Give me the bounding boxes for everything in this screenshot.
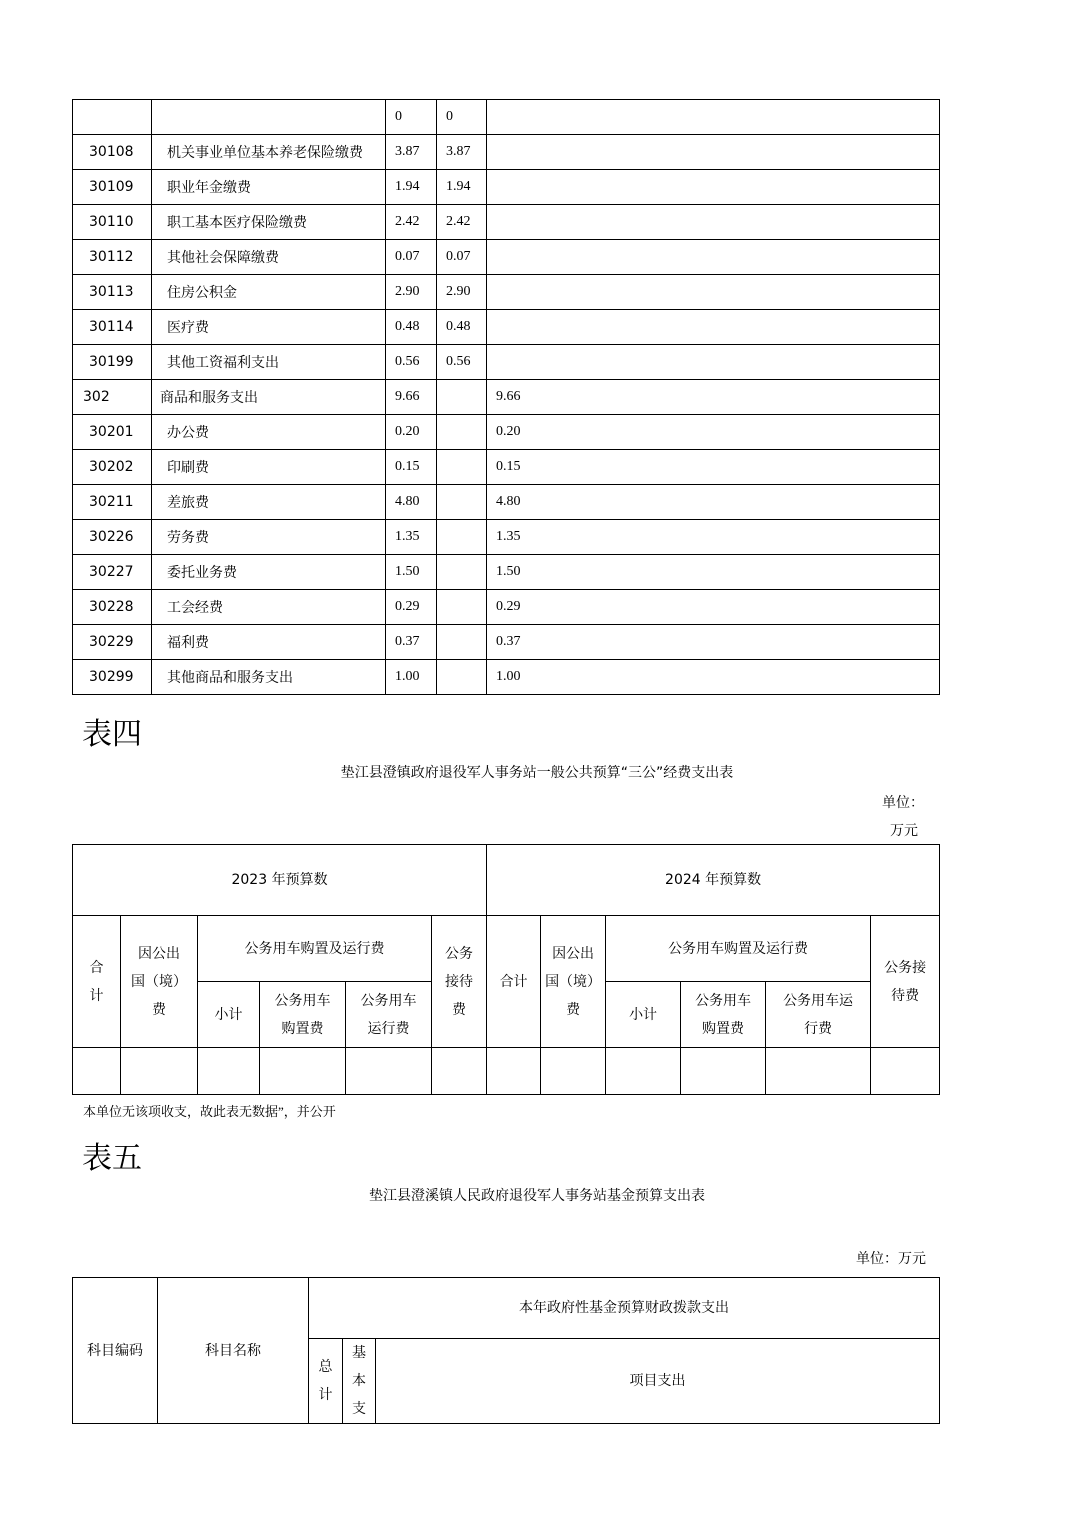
project-cell: 0.37 — [487, 625, 940, 660]
project-cell: 0.15 — [487, 450, 940, 485]
total-cell: 0.15 — [386, 450, 437, 485]
table-cell — [681, 1048, 766, 1095]
subject-name-cell: 职业年金缴费 — [152, 170, 386, 205]
subtotal-2024-header: 小计 — [606, 982, 681, 1048]
table4-heading: 表四 — [82, 717, 142, 752]
table-row — [73, 485, 940, 520]
subject-code-cell: 30109 — [73, 170, 152, 205]
subject-code-cell: 30201 — [73, 415, 152, 450]
project-cell: 1.35 — [487, 520, 940, 555]
project-cell — [487, 240, 940, 275]
subject-name-cell: 机关事业单位基本养老保险缴费 — [152, 135, 386, 170]
table4-note: 本单位无该项收支，故此表无数据”，并公开 — [83, 1104, 336, 1119]
table-row — [73, 240, 940, 275]
subject-name-cell: 印刷费 — [152, 450, 386, 485]
basic-line2: 本 — [352, 1373, 366, 1389]
basic-cell — [437, 415, 487, 450]
car-buy-2023-line1: 公务用车 — [274, 992, 331, 1009]
total-cell: 0.56 — [386, 345, 437, 380]
car-2024-header: 公务用车购置及运行费 — [606, 916, 871, 982]
total-line1: 总 — [318, 1359, 333, 1375]
project-cell: 4.80 — [487, 485, 940, 520]
subject-name-cell: 医疗费 — [152, 310, 386, 345]
project-cell — [487, 205, 940, 240]
subject-name-cell: 商品和服务支出 — [152, 380, 386, 415]
basic-cell: 3.87 — [437, 135, 487, 170]
table-cell — [260, 1048, 346, 1095]
table-cell — [606, 1048, 681, 1095]
table-row — [73, 450, 940, 485]
subject-code-cell: 30229 — [73, 625, 152, 660]
table-row — [73, 380, 940, 415]
table-row — [73, 345, 940, 380]
basic-cell — [437, 590, 487, 625]
table-row — [73, 275, 940, 310]
basic-cell: 1.94 — [437, 170, 487, 205]
table-row — [73, 100, 940, 135]
table4-unit-value: 万元 — [890, 823, 918, 839]
subject-name-cell: 其他社会保障缴费 — [152, 240, 386, 275]
basic-line3: 支 — [352, 1401, 366, 1417]
subject-name-cell: 劳务费 — [152, 520, 386, 555]
reception-2024-line1: 公务接 — [884, 959, 927, 976]
table-row — [73, 555, 940, 590]
year-2024-header: 2024 年预算数 — [487, 845, 940, 916]
car-run-2023-line2: 运行费 — [367, 1020, 410, 1037]
abroad-2024-line2: 国（境） — [545, 973, 602, 990]
table-row — [73, 310, 940, 345]
table4-empty-row — [73, 1048, 940, 1095]
table5-heading: 表五 — [82, 1141, 142, 1176]
car-run-2023-line1: 公务用车 — [360, 992, 417, 1009]
subject-code-cell — [73, 100, 152, 135]
table-row — [73, 415, 940, 450]
total-2023-line2: 计 — [89, 987, 104, 1004]
project-cell — [487, 135, 940, 170]
subject-code-cell: 30110 — [73, 205, 152, 240]
project-cell: 1.50 — [487, 555, 940, 590]
basic-cell — [437, 520, 487, 555]
subject-name-cell: 其他商品和服务支出 — [152, 660, 386, 695]
total-cell: 1.94 — [386, 170, 437, 205]
abroad-2024-header — [541, 916, 606, 1048]
reception-2023-line1: 公务 — [445, 945, 474, 962]
total-cell: 1.50 — [386, 555, 437, 590]
basic-header — [343, 1339, 376, 1424]
basic-cell — [437, 485, 487, 520]
project-cell — [487, 275, 940, 310]
abroad-2024-line3: 费 — [566, 1001, 581, 1018]
reception-2023-header — [432, 916, 487, 1048]
total-cell: 0.20 — [386, 415, 437, 450]
total-cell: 0 — [386, 100, 437, 135]
abroad-2023-line3: 费 — [152, 1001, 166, 1018]
basic-cell: 2.42 — [437, 205, 487, 240]
abroad-2023-line2: 国（境） — [131, 973, 187, 990]
reception-2023-line3: 费 — [452, 1001, 467, 1018]
basic-line1: 基 — [352, 1345, 366, 1361]
total-cell: 3.87 — [386, 135, 437, 170]
subject-code-cell: 30199 — [73, 345, 152, 380]
total-cell: 2.42 — [386, 205, 437, 240]
car-run-2024-line1: 公务用车运 — [783, 992, 854, 1009]
basic-cell: 0.07 — [437, 240, 487, 275]
car-buy-2023-line2: 购置费 — [281, 1020, 324, 1037]
basic-cell: 0.56 — [437, 345, 487, 380]
subject-code-cell: 30113 — [73, 275, 152, 310]
total-cell: 0.37 — [386, 625, 437, 660]
total-2024-header: 合计 — [487, 916, 541, 1048]
table4-title: 垫江县澄镇政府退役军人事务站一般公共预算“三公”经费支出表 — [340, 765, 734, 781]
table5-title: 垫江县澄溪镇人民政府退役军人事务站基金预算支出表 — [369, 1188, 705, 1204]
car-buy-2024-line1: 公务用车 — [695, 992, 752, 1009]
subject-name-cell: 委托业务费 — [152, 555, 386, 590]
project-cell — [487, 345, 940, 380]
project-cell — [487, 100, 940, 135]
table-cell — [487, 1048, 541, 1095]
subject-code-cell: 30112 — [73, 240, 152, 275]
subject-code-header: 科目编码 — [73, 1278, 158, 1424]
subject-code-cell: 30114 — [73, 310, 152, 345]
basic-cell — [437, 555, 487, 590]
subject-name-header: 科目名称 — [158, 1278, 309, 1424]
project-cell — [487, 310, 940, 345]
basic-cell — [437, 625, 487, 660]
car-2023-header: 公务用车购置及运行费 — [198, 916, 432, 982]
car-buy-2024-line2: 购置费 — [702, 1020, 745, 1037]
abroad-2024-line1: 因公出 — [552, 945, 595, 962]
reception-2024-header — [871, 916, 940, 1048]
reception-2024-line2: 待费 — [891, 987, 920, 1004]
subject-name-cell: 福利费 — [152, 625, 386, 660]
subject-code-cell: 30299 — [73, 660, 152, 695]
abroad-2023-header — [121, 916, 198, 1048]
total-cell: 0.07 — [386, 240, 437, 275]
table-cell — [346, 1048, 432, 1095]
table-cell — [432, 1048, 487, 1095]
basic-cell: 0 — [437, 100, 487, 135]
subject-code-cell: 30202 — [73, 450, 152, 485]
project-cell: 9.66 — [487, 380, 940, 415]
table-row — [73, 520, 940, 555]
year-2023-header: 2023 年预算数 — [73, 845, 487, 916]
fund-budget-table — [72, 1277, 940, 1424]
expenditure-detail-body — [73, 100, 940, 695]
table-row — [73, 170, 940, 205]
table-cell — [541, 1048, 606, 1095]
total-cell: 9.66 — [386, 380, 437, 415]
subject-code-cell: 30211 — [73, 485, 152, 520]
subject-code-cell: 30227 — [73, 555, 152, 590]
total-cell: 4.80 — [386, 485, 437, 520]
table5-unit: 单位：万元 — [856, 1251, 926, 1267]
table-row — [73, 625, 940, 660]
project-header: 项目支出 — [376, 1339, 940, 1424]
total-cell: 1.35 — [386, 520, 437, 555]
basic-cell: 0.48 — [437, 310, 487, 345]
expenditure-detail-table — [72, 99, 940, 695]
subject-code-cell: 30226 — [73, 520, 152, 555]
table-row — [73, 205, 940, 240]
abroad-2023-line1: 因公出 — [138, 945, 180, 962]
table-row — [73, 135, 940, 170]
basic-cell — [437, 450, 487, 485]
total-cell: 1.00 — [386, 660, 437, 695]
subtotal-2023-header: 小计 — [198, 982, 260, 1048]
basic-cell — [437, 380, 487, 415]
project-cell: 0.20 — [487, 415, 940, 450]
car-run-2024-header — [766, 982, 871, 1048]
subject-code-cell: 30108 — [73, 135, 152, 170]
basic-cell: 2.90 — [437, 275, 487, 310]
project-cell: 1.00 — [487, 660, 940, 695]
car-buy-2023-header — [260, 982, 346, 1048]
table-row — [73, 660, 940, 695]
project-cell — [487, 170, 940, 205]
table4-unit-label: 单位： — [882, 795, 924, 811]
table-cell — [73, 1048, 121, 1095]
subject-name-cell: 职工基本医疗保险缴费 — [152, 205, 386, 240]
car-run-2023-header — [346, 982, 432, 1048]
total-cell: 0.29 — [386, 590, 437, 625]
total-cell: 2.90 — [386, 275, 437, 310]
table-cell — [871, 1048, 940, 1095]
subject-name-cell: 办公费 — [152, 415, 386, 450]
table-cell — [198, 1048, 260, 1095]
total-cell: 0.48 — [386, 310, 437, 345]
subject-name-cell — [152, 100, 386, 135]
subject-name-cell: 工会经费 — [152, 590, 386, 625]
total-2023-header — [73, 916, 121, 1048]
table-row — [73, 590, 940, 625]
total-line2: 计 — [318, 1387, 333, 1403]
project-cell: 0.29 — [487, 590, 940, 625]
total-2023-line1: 合 — [89, 959, 104, 976]
fund-group-header: 本年政府性基金预算财政拨款支出 — [309, 1278, 940, 1339]
subject-code-cell: 30228 — [73, 590, 152, 625]
subject-name-cell: 其他工资福利支出 — [152, 345, 386, 380]
car-run-2024-line2: 行费 — [804, 1020, 833, 1037]
table-cell — [121, 1048, 198, 1095]
subject-name-cell: 住房公积金 — [152, 275, 386, 310]
basic-cell — [437, 660, 487, 695]
car-buy-2024-header — [681, 982, 766, 1048]
subject-code-cell: 302 — [73, 380, 152, 415]
table-cell — [766, 1048, 871, 1095]
total-header — [309, 1339, 343, 1424]
three-public-expenses-table — [72, 844, 940, 1095]
reception-2023-line2: 接待 — [445, 973, 474, 990]
subject-name-cell: 差旅费 — [152, 485, 386, 520]
